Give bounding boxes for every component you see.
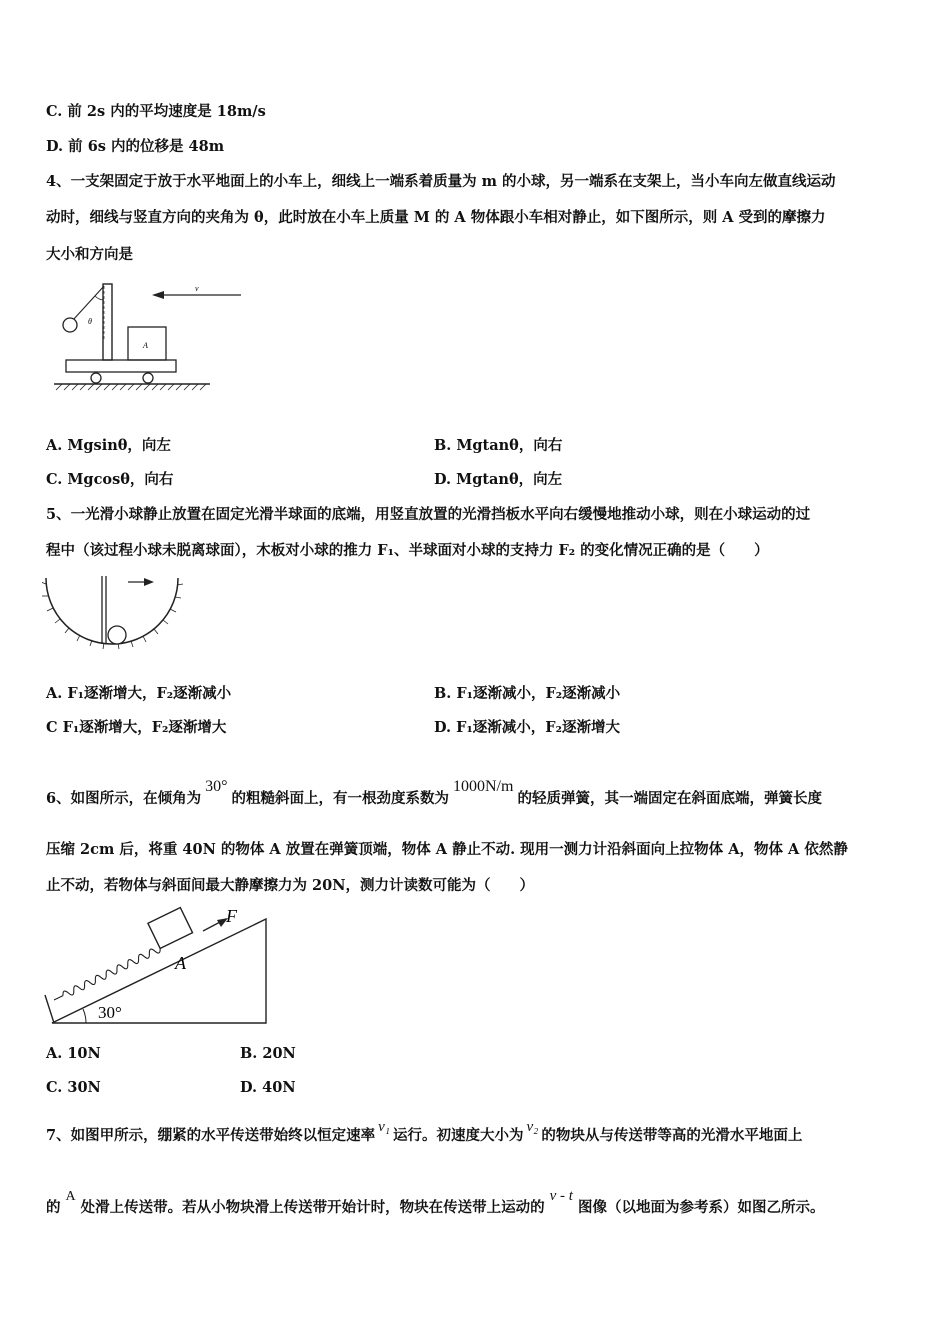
q4-option-b: B. Mgtanθ，向右 [434,437,563,454]
q6-incline-figure [40,905,275,1027]
q7-line2-part2: 处滑上传送带。若从小物块滑上传送带开始计时，物块在传送带上运动的 [80,1199,545,1216]
q6-force-label: F [226,906,237,926]
q4-cart-figure [48,275,248,395]
q4-text-line1: 4、一支架固定于放于水平地面上的小车上，细线上一端系着质量为 m 的小球，另一端系在支架上，当小车向左做直线运动 [46,173,836,190]
block-a-label: A [143,341,148,350]
q3-option-c: C. 前 2s 内的平均速度是 18m/s [46,103,266,120]
q7-v1-symbol: v₁ [378,1119,390,1135]
q5-option-c: C F₁逐渐增大，F₂逐渐增大 [46,719,227,736]
q4-text-line3: 大小和方向是 [46,246,133,263]
q6-angle-label: 30° [98,1003,122,1022]
q7-line1-part3: 的物块从与传送带等高的光滑水平地面上 [541,1127,803,1144]
q6-line1-part3: 的轻质弹簧，其一端固定在斜面底端，弹簧长度 [517,790,822,807]
q5-option-b: B. F₁逐渐减小，F₂逐渐减小 [434,685,621,702]
q7-text-line1 [46,1119,803,1146]
q6-text-line2: 压缩 2cm 后，将重 40N 的物体 A 放置在弹簧顶端，物体 A 静止不动. 现用一测力计沿斜面向上拉物体 A，物体 A 依然静 [46,841,848,858]
q4-option-a: A. Mgsinθ，向左 [46,437,171,454]
q5-option-d: D. F₁逐渐减小，F₂逐渐增大 [434,719,620,736]
q6-line1-part1: 6、如图所示，在倾角为 [46,790,202,807]
q7-line2-part3: 图像（以地面为参考系）如图乙所示。 [577,1199,825,1216]
q5-option-a: A. F₁逐渐增大，F₂逐渐减小 [46,685,232,702]
q4-text-line2: 动时，细线与竖直方向的夹角为 θ，此时放在小车上质量 M 的 A 物体跟小车相对静止，如下图所示，则 A 受到的摩擦力 [46,209,826,226]
q4-option-c: C. Mgcosθ，向右 [46,471,174,488]
q7-line1-part2: 运行。初速度大小为 [392,1127,524,1144]
q5-text-line1: 5、一光滑小球静止放置在固定光滑半球面的底端，用竖直放置的光滑挡板水平向右缓慢地推动小球，则在小球运动的过 [46,506,811,523]
q5-text-line2: 程中（该过程小球未脱离球面），木板对小球的推力 F₁、半球面对小球的支持力 F₂ 的变化情况正确的是（ ） [46,542,769,559]
q6-angle-value: 30° [205,778,228,795]
q6-option-d: D. 40N [240,1079,296,1096]
q4-option-d: D. Mgtanθ，向左 [434,471,563,488]
q6-line1-part2: 的粗糙斜面上，有一根劲度系数为 [231,790,449,807]
q6-text-line3: 止不动，若物体与斜面间最大静摩擦力为 20N，测力计读数可能为（ ） [46,877,534,894]
theta-label: θ [88,317,92,326]
q6-text-line1 [46,778,822,809]
q6-option-a: A. 10N [46,1045,101,1062]
q3-option-d: D. 前 6s 内的位移是 48m [46,138,225,155]
q7-text-line2 [46,1188,825,1219]
q7-line1-part1: 7、如图甲所示，绷紧的水平传送带始终以恒定速率 [46,1127,376,1144]
q7-vt-symbol: v - t [549,1188,573,1204]
q7-v2-symbol: v₂ [526,1119,539,1135]
q5-hemisphere-figure [42,572,187,654]
q7-point-a: A [65,1189,76,1204]
q6-option-c: C. 30N [46,1079,101,1096]
q6-block-label: A [175,953,186,973]
q6-spring-constant: 1000N/m [453,778,514,795]
velocity-label: v [195,284,199,293]
q7-line2-part1: 的 [46,1199,61,1216]
q6-option-b: B. 20N [240,1045,296,1062]
